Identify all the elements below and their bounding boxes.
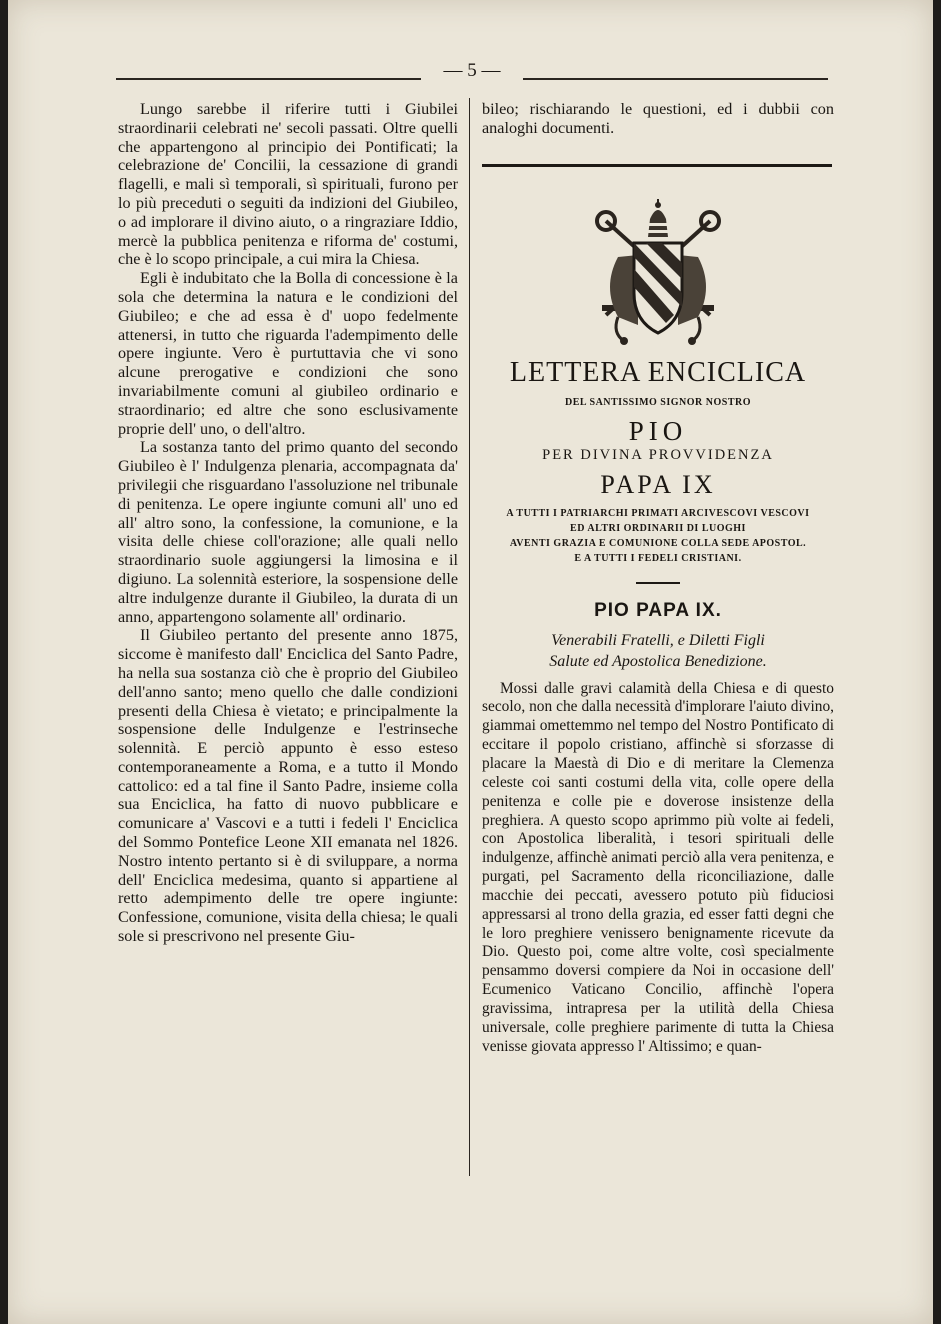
salutation-line: Salute ed Apostolica Benedizione. bbox=[549, 652, 767, 670]
paragraph: La sostanza tanto del primo quanto del secondo Giubileo è l' Indulgenza plenaria, accompagnata da' privilegii che risguardano l'assoluzione nel tribunale di penitenza. Le opere ingiunte comuni all' uno ed all' altro sono, la confessione, la comunione, e la visita delle chiese coll'orazione; alle quali nello straordinario suole aggiungersi la limosina e il digiuno. La solennità esteriore, la sospensione delle altre indulgenze durante il Giubileo, la durata di un anno, appartengono solamente all' ordinario. bbox=[118, 438, 458, 626]
paragraph: Lungo sarebbe il riferire tutti i Giubilei straordinarii celebrati ne' secoli passati. Oltre quelli che appartengono al principio dei Pontificati; la celebrazione de' Concilii, la cessazione di grandi flagelli, e mali sì temporali, sì spirituali, furono per lo più preceduti o seguiti da indizioni del Giubileo, o ad implorare il divino aiuto, o a ringraziare Iddio, mercè la pubblica penitenza e riforma de' costumi, che è lo scopo principale, a cui mira la Chiesa. bbox=[118, 100, 458, 269]
right-column bbox=[482, 100, 834, 1056]
continuation-text: bileo; rischiarando le questioni, ed i dubbii con analoghi documenti. bbox=[482, 100, 834, 137]
short-rule bbox=[636, 582, 680, 584]
address-line: A TUTTI I PATRIARCHI PRIMATI ARCIVESCOVI VESCOVI bbox=[506, 507, 810, 519]
salutation bbox=[482, 630, 834, 672]
address-line: E A TUTTI I FEDELI CRISTIANI. bbox=[574, 552, 742, 564]
header-rule-right bbox=[523, 78, 828, 80]
running-head bbox=[116, 58, 828, 88]
paragraph: Mossi dalle gravi calamità della Chiesa e di questo secolo, non che dalla necessità d'implorare l'aiuto divino, giammai omettemmo nel tempo del Nostro Pontificato di eccitare il popolo cristiano, affinchè si sforzasse di placare la Maestà di Dio e di meritare la Clemenza celeste coi santi costumi della vita, colle opere della penitenza e colle pie e doverose insistenze della preghiera. A questo scopo aprimmo più volte ai fedeli, con Apostolica liberalità, i tesori spirituali delle indulgenze, affinchè animati perciò alla vera penitenza, e purgati, pel Sacramento della riconciliazione, dalle macchie dei peccati, avessero potuto più fiduciosi appressarsi al trono della grazia, ed esser fatti degni che le loro preghiere venissero benignamente ricevute da Dio. Questo poi, come altre volte, così specialmente pensammo doversi compiere da Noi in occasione dell' Ecumenico Vaticano Concilio, affinchè l'opera gravissima, intrapresa per la utilità della Chiesa universale, colle preghiere parimente di tutta la Chiesa venisse giovata appresso l' Altissimo; e quan- bbox=[482, 679, 834, 1055]
encyclical-pio: PIO bbox=[628, 415, 688, 446]
page-number: — 5 — bbox=[443, 60, 501, 81]
column-divider bbox=[469, 98, 470, 1176]
address-line: ED ALTRI ORDINARII DI LUOGHI bbox=[570, 522, 746, 534]
encyclical-body bbox=[482, 680, 834, 1057]
address-line: AVENTI GRAZIA E COMUNIONE COLLA SEDE APOSTOL. bbox=[509, 537, 807, 549]
papal-coat-of-arms-icon bbox=[588, 197, 728, 347]
encyclical-papa: PAPA IX bbox=[600, 469, 716, 499]
encyclical-per-divina: PER DIVINA PROVVIDENZA bbox=[542, 446, 774, 463]
paragraph: Il Giubileo pertanto del presente anno 1875, siccome è manifesto dall' Enciclica del Santo Padre, ha nella sua sostanza ciò che è proprio del Giubileo dell'anno santo; meno quello che dalle condizioni presenti della Chiesa è vietato; e principalmente la sospensione delle Indulgenze e l'estrinseche solennità. E perciò appunto è esso esteso contemporaneamente a Roma, e a tutto il Mondo cattolico: ed a tal fine il Santo Padre, insieme colla sua Enciclica, ha fatto di nuovo pubblicare e comunicare a' Vascovi e a tutti i fedeli l' Enciclica del Sommo Pontefice Leone XII emanata nel 1826. Nostro intento pertanto si è di sviluppare, a norma dell' Enciclica medesima, quanto si appartiene al retto adempimento delle tre opere ingiunte: Confessione, comunione, visita della chiesa; le quali sole si prescrivono nel presente Giu- bbox=[118, 626, 458, 946]
paragraph: Egli è indubitato che la Bolla di concessione è la sola che determina la natura e le condizioni del Giubileo; e che ad essa è d' uopo fedelmente attenersi, in tutto che riguarda l'adempimento delle opere ingiunte. Vero è purtuttavia che vi sono alcune prerogative e condizioni che sono invariabilmente comuni al giubileo ordinario e straordinario; ed altre che sono esclusivamente proprie dell' uno, o dell'altro. bbox=[118, 269, 458, 438]
section-rule bbox=[482, 164, 832, 167]
salutation-line: Venerabili Fratelli, e Diletti Figli bbox=[551, 631, 765, 649]
left-column bbox=[118, 100, 458, 946]
scanned-page bbox=[8, 0, 933, 1324]
section-heading: PIO PAPA IX. bbox=[594, 599, 722, 621]
address-block bbox=[482, 506, 834, 566]
encyclical-title: LETTERA ENCICLICA bbox=[509, 356, 807, 388]
encyclical-del-line: DEL SANTISSIMO SIGNOR NOSTRO bbox=[565, 396, 751, 408]
